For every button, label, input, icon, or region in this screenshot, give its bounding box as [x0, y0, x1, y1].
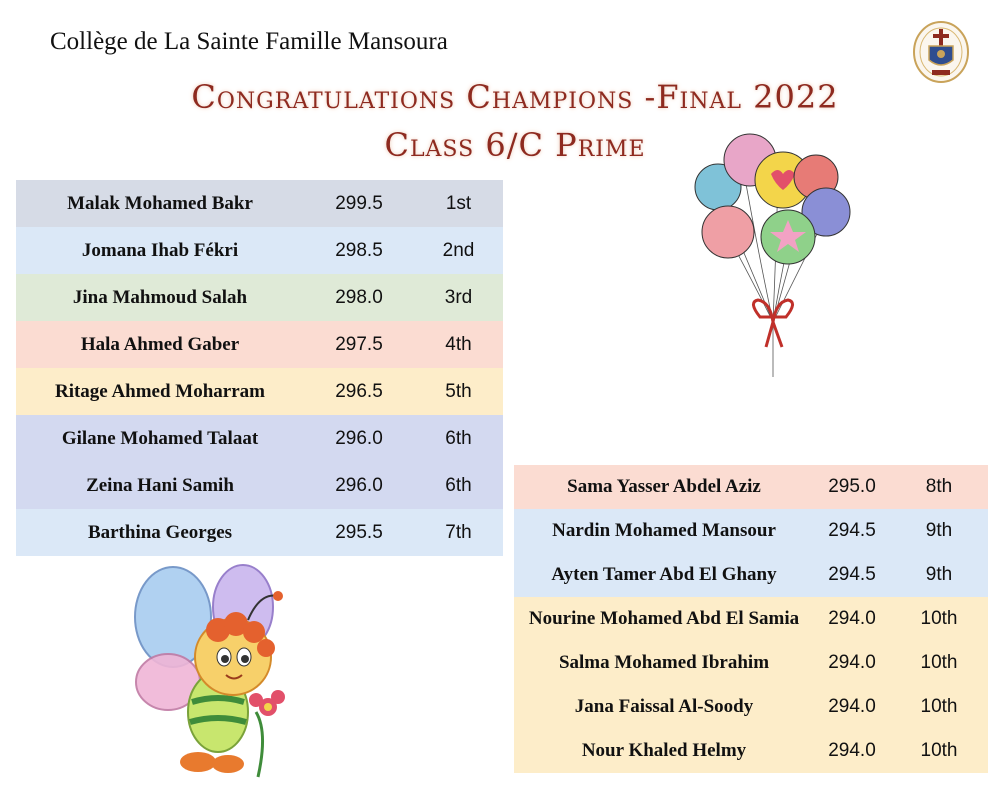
student-name: Jina Mahmoud Salah [72, 286, 248, 308]
student-rank: 5th [445, 380, 472, 402]
student-name: Sama Yasser Abdel Aziz [567, 476, 761, 497]
student-score: 296.0 [335, 427, 383, 449]
student-name: Barthina Georges [87, 521, 233, 543]
student-rank: 4th [445, 333, 472, 355]
student-score: 295.5 [335, 521, 383, 543]
student-rank: 3rd [444, 286, 473, 308]
student-rank: 1st [445, 192, 472, 214]
ranking-row [514, 465, 988, 509]
student-name: Nardin Mohamed Mansour [552, 520, 776, 541]
student-name: Malak Mohamed Bakr [67, 192, 253, 214]
ranking-row [16, 368, 503, 415]
student-score: 294.5 [828, 564, 876, 585]
ranking-row [16, 509, 503, 556]
school-crest-icon [912, 20, 970, 84]
student-name: Jana Faissal Al-Soody [574, 696, 754, 717]
ranking-row [16, 227, 503, 274]
ranking-row [514, 685, 988, 729]
student-score: 294.0 [828, 696, 876, 717]
student-score: 294.0 [828, 652, 876, 673]
student-score: 298.5 [335, 239, 383, 261]
student-score: 297.5 [335, 333, 383, 355]
page-title: Congratulations Champions -Final 2022 [191, 78, 839, 116]
ranking-table-left [16, 180, 503, 556]
student-name: Ritage Ahmed Moharram [54, 380, 266, 402]
student-score: 296.0 [335, 474, 383, 496]
class-subtitle: Class 6/C Prime [384, 126, 646, 164]
ranking-row [16, 321, 503, 368]
student-rank: 10th [920, 652, 958, 673]
student-rank: 2nd [442, 239, 475, 261]
ranking-row [514, 509, 988, 553]
student-rank: 10th [920, 696, 958, 717]
student-score: 294.0 [828, 740, 876, 761]
ranking-row [16, 415, 503, 462]
student-rank: 6th [445, 427, 472, 449]
ranking-row [514, 729, 988, 773]
balloons-icon [688, 132, 858, 382]
student-score: 294.0 [828, 608, 876, 629]
student-name: Gilane Mohamed Talaat [61, 427, 259, 449]
student-rank: 10th [920, 608, 958, 629]
student-score: 295.0 [828, 476, 876, 497]
student-rank: 9th [925, 564, 953, 585]
student-name: Salma Mohamed Ibrahim [558, 652, 770, 673]
student-name: Nourine Mohamed Abd El Samia [528, 608, 800, 629]
ranking-row [16, 462, 503, 509]
student-score: 294.5 [828, 520, 876, 541]
student-name: Hala Ahmed Gaber [80, 333, 240, 355]
bee-cartoon-icon [128, 562, 308, 787]
student-score: 298.0 [335, 286, 383, 308]
student-rank: 8th [925, 476, 953, 497]
ranking-row [514, 641, 988, 685]
ranking-row [16, 274, 503, 321]
student-name: Jomana Ihab Fékri [81, 239, 239, 261]
student-name: Nour Khaled Helmy [581, 740, 747, 761]
ranking-row [16, 180, 503, 227]
student-name: Ayten Tamer Abd El Ghany [551, 564, 777, 585]
school-name: Collège de La Sainte Famille Mansoura [50, 28, 448, 55]
ranking-row [514, 597, 988, 641]
student-name: Zeina Hani Samih [86, 474, 234, 496]
student-rank: 7th [445, 521, 472, 543]
student-rank: 9th [925, 520, 953, 541]
student-score: 296.5 [335, 380, 383, 402]
student-score: 299.5 [335, 192, 383, 214]
ranking-row [514, 553, 988, 597]
student-rank: 6th [445, 474, 472, 496]
ranking-table-right [514, 465, 988, 773]
student-rank: 10th [920, 740, 958, 761]
